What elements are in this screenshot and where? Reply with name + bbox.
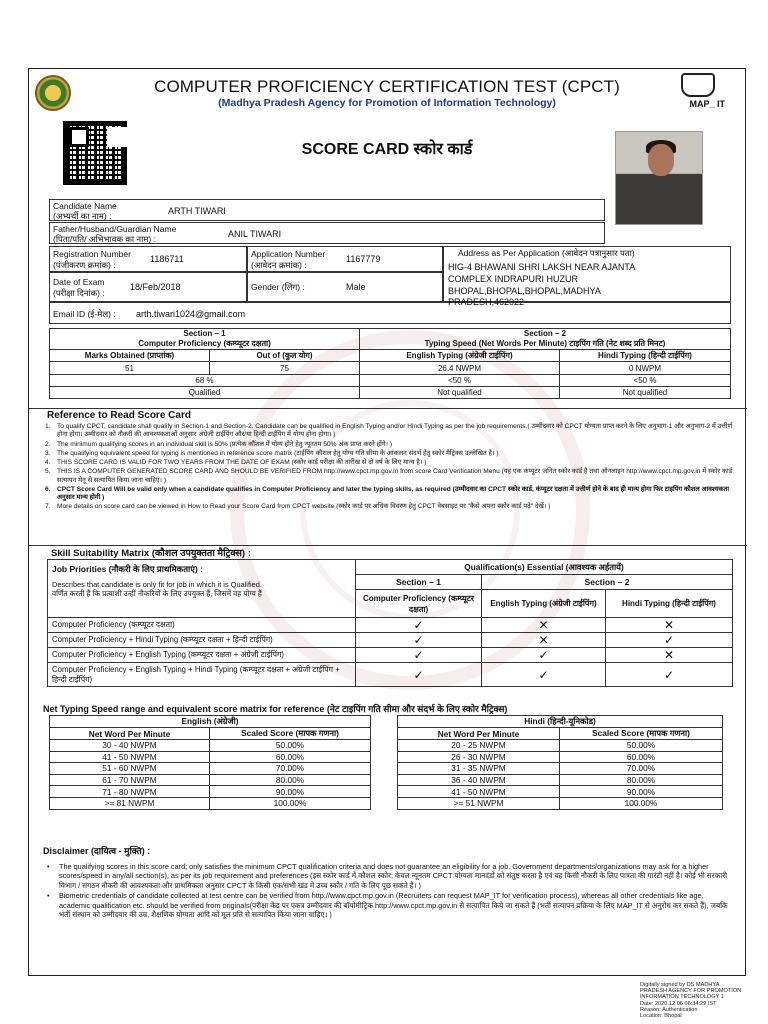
nwpm-range: 41 - 50 NWPM [50,751,210,763]
application-number: 1167779 [346,254,381,264]
scaled-score: 80.00% [210,774,371,786]
nwpm-range: 31 - 35 NWPM [398,763,560,775]
scaled-score: 100.00% [210,797,371,809]
candidate-name-label: Candidate Name [53,201,117,211]
hindi-typing-header: Hindi Typing (हिन्दी टाईपिंग) [560,350,731,362]
section2-subtitle: Typing Speed (Net Words Per Minute) टाइपिंग गति (नेट शब्द प्रति मिनट) [424,339,666,348]
scaled-score: 70.00% [210,763,371,775]
email: arth.tiwari1024@gmail.com [136,309,246,319]
gender-label: Gender (लिंग) : [251,282,305,292]
col-english-typing: English Typing (अंग्रेजी टाईपिंग) [482,590,606,618]
digital-signature [640,982,760,1019]
list-item: • The qualifying scores in this score card; only satisfies the minimum CPCT qualification criteria and does not guarantee an eligibility for a job. Government departments/organizations may ask for a higher scores/speed in any/all section(s), as per its job requirement and preferences (इस स्कोर कार्ड में कौशल स्कोर; केवल न्यूनतम CPCT योग्यता मानदंडों को संतुष्ट करता है एवं यह किसी नौकरी के लिए पात्रता की गारंटी नहीं है। कोई भी सरकारी विभाग / संगठन नौकरी की आवश्यकता और प्राथमिकता अनुसार CPCT के किसी एक/सभी खंड में उच्च स्कोर / गति के लिए पूछ सकते हैं। ) [47,862,728,890]
list-item: 7. More details on score card can be viewed in How to Read your Score Card from CPCT website (स्कोर कार्ड पर अधिक विवरण हेतु CPCT वेबसाइट पर "कैसे अपना स्कोर कार्ड पढ़े" देखें। ) [45,503,551,511]
col-computer-proficiency: Computer Proficiency (कम्प्यूटर दक्षता) [356,590,482,618]
reference-item-text: The qualifying equivalent speed for typing is mentioned in reference score matrix (टाईपिंग कौशल हेतु योग्य गति सीमा के आंकलन संदर्भ हेतु स्कोर मैट्रिक्स उल्लेखित है। ) [57,449,499,457]
reference-item-text: The minimum qualifying scores in an individual skill is 50% (प्रत्येक कौशल में योग्य होने हेतु न्यूनतम 50% अंक प्राप्त करने होंगे। ) [57,440,393,448]
scaled-score: 100.00% [560,797,723,809]
email-label: Email ID (ई-मेल) : [53,309,116,319]
english-nwpm: 26.4 NWPM [360,362,560,375]
exam-date-label-hi: (परीक्षा दिनांक) : [53,288,105,298]
col-hindi-typing: Hindi Typing (हिन्दी टाईपिंग) [606,590,733,618]
table-row [50,740,371,752]
nwpm-range: >= 81 NWPM [50,797,210,809]
cp-percent: 68 % [50,375,360,387]
english-table-title: English (अंग्रेजी) [50,716,371,728]
table-row [50,786,371,798]
hindi-table-title: Hindi (हिन्दी-यूनिकोड) [398,716,723,728]
section1-subtitle: Computer Proficiency (कम्प्यूटर दक्षता) [138,339,271,348]
cross-icon: ✕ [606,618,733,633]
nwpm-range: 26 - 30 NWPM [398,751,560,763]
job-priorities-label: Job Priorities (नौकरी के लिए प्राथमिकताएं) : [52,564,203,574]
registration-cell [49,246,247,272]
check-icon: ✓ [356,648,482,663]
check-icon: ✓ [482,663,606,687]
check-icon: ✓ [606,633,733,648]
candidate-name-row [49,199,605,221]
mapit-logo-label: MAP_ IT [689,99,725,109]
mapit-logo-icon [681,73,715,97]
check-icon: ✓ [482,648,606,663]
english-typing-header: English Typing (अंग्रेजी टाईपिंग) [360,350,560,362]
hindi-result: Not qualified [560,387,731,399]
table-row [398,797,723,809]
check-icon: ✓ [356,633,482,648]
list-item: 2. The minimum qualifying scores in an individual skill is 50% (प्रत्येक कौशल में योग्य होने हेतु न्यूनतम 50% अंक प्राप्त करने होंगे। ) [45,440,393,448]
cross-icon: ✕ [482,633,606,648]
signature-line: Reason: Authentication [640,1006,698,1013]
scaled-score: 60.00% [210,751,371,763]
candidate-name-label-hi: (अभ्यर्थी का नाम) : [53,211,112,221]
application-label-hi: (आवेदन क्रमांक) : [251,260,307,270]
check-icon: ✓ [606,663,733,687]
disclaimer-text: The qualifying scores in this score card; only satisfies the minimum CPCT qualification criteria and does not guarantee an eligibility for a job. Government departments/organizations may ask for a higher scores/speed in any/all section(s), as per its job requirement and preferences (इस स्कोर कार्ड में कौशल स्कोर; केवल न्यूनतम CPCT योग्यता मानदंडों को संतुष्ट करता है एवं यह किसी नौकरी के लिए पात्रता की गारंटी नहीं है। कोई भी सरकारी विभाग / संगठन नौकरी की आवश्यकता और प्राथमिकता अनुसार CPCT के किसी एक/सभी खंड में उच्च स्कोर / गति के लिए पूछ सकते हैं। ) [59,862,728,890]
exam-date-cell [49,272,247,302]
table-row [398,774,723,786]
nwpm-range: 20 - 25 NWPM [398,740,560,752]
skill-section2-header: Section – 2 [482,575,733,590]
disclaimer-text: Biometric credentials of candidate collected at test centre can be verified from http://www.cpct.mp.gov.in (Recruiters can request MAP_IT for verification process), whereas all other credentials like age, academic qualification etc. should be verified from originals(परीक्षा केंद्र पर एकत्र उम्मीदवार की बॉयोमीट्रिक http://www.cpct.mp.gov.in से सत्यापित किये जा सकते हैं (भर्ती सत्यापन प्रक्रिया के लिए MAP_IT से अनुरोध कर सकते हैं), जबकि भर्ती संस्थान को उम्मीदवार की उम्र, शैक्षणिक योग्यता आदि को मूल प्रति से सत्यापित किया जाना चाहिए। ) [59,891,728,920]
application-cell [247,246,443,272]
table-row [50,774,371,786]
col-nwpm: Net Word Per Minute [398,728,560,740]
scaled-score: 50.00% [560,740,723,752]
signature-line: Location: Bhopal [640,1013,682,1020]
disclaimer-heading: Disclaimer (दायित्व - मुक्ति) : [43,846,151,856]
out-of: 75 [210,362,360,375]
table-row [48,663,733,687]
cp-result: Qualified [50,387,360,399]
father-name-label: Father/Husband/Guardian Name [53,224,177,234]
nwpm-range: 36 - 40 NWPM [398,774,560,786]
table-row [398,763,723,775]
skill-section1-header: Section – 1 [356,575,482,590]
hindi-percent: <50 % [560,375,731,387]
table-row [50,751,371,763]
signature-line: PRADESH AGENCY FOR PROMOTION [640,988,742,995]
english-speed-table [49,715,371,810]
list-item: 1. To qualify CPCT, candidate shall qualify in Section-1 and Section-2. Candidate can be qualified in English Typing and/or Hindi Typing as per the job requirements.( उम्मीदवार को CPCT योग्यता प्राप्त करने के लिए अनुभाग-1 और अनुभाग-2 में उत्तीर्ण होना होगा। उम्मीदवार को नौकरी की आवश्यकताओं अनुसार अंग्रेजी टाईपिंग और/या हिन्दी टाईपिंग में योग्य होना होगा। ) [45,423,733,439]
nwpm-range: 71 - 80 NWPM [50,786,210,798]
table-row [398,751,723,763]
scaled-score: 90.00% [560,786,723,798]
cross-icon: ✕ [606,648,733,663]
score-card-title: SCORE CARD स्कोर कार्ड [301,141,473,158]
scaled-score: 60.00% [560,751,723,763]
scaled-score: 90.00% [210,786,371,798]
reference-item-text: More details on score card can be viewed in How to Read your Score Card from CPCT website (स्कोर कार्ड पर अधिक विवरण हेतु CPCT वेबसाइट पर "कैसे अपना स्कोर कार्ड पढ़े" देखें। ) [57,503,551,511]
father-name-row [49,222,605,244]
reference-heading: Reference to Read Score Card [47,410,191,421]
exam-date-label: Date of Exam [53,277,105,287]
marks-obtained-header: Marks Obtained (प्राप्तांक) [50,350,210,362]
english-result: Not qualified [360,387,560,399]
scaled-score: 80.00% [560,774,723,786]
registration-number: 1186711 [150,254,184,264]
reference-item-text: THIS SCORE CARD IS VALID FOR TWO YEARS FROM THE DATE OF EXAM (स्कोर कार्ड परीक्षा की तारीख से दो वर्ष के लिए मान्य है। ) [57,459,427,467]
check-icon: ✓ [356,663,482,687]
page-title: COMPUTER PROFICIENCY CERTIFICATION TEST (CPCT) [154,77,620,96]
email-row [49,297,731,324]
table-row [48,618,733,633]
reference-item-text: To qualify CPCT, candidate shall qualify in Section-1 and Section-2. Candidate can be qualified in English Typing and/or Hindi Typing as per the job requirements.( उम्मीदवार को CPCT योग्यता प्राप्त करने के लिए अनुभाग-1 और अनुभाग-2 में उत्तीर्ण होना होगा। उम्मीदवार को नौकरी की आवश्यकताओं अनुसार अंग्रेजी टाईपिंग और/या हिन्दी टाईपिंग में योग्य होना होगा। ) [57,423,733,439]
signature-line: Digitally signed by DS MADHYA [640,982,720,988]
signature-line: INFORMATION TECHNOLOGY 1 [640,994,724,1001]
scaled-score: 70.00% [560,763,723,775]
job-desc-en: Describes that candidate is only fit for job in which it is Qualified. [52,580,262,589]
father-name: ANIL TIWARI [228,229,282,239]
table-row [48,633,733,648]
reference-item-text: CPCT Score Card Will be valid only when a candidate qualifies in Computer Proficiency and later the typing skills, as required (उम्मीदवार का CPCT स्कोर कार्ड, कंप्यूटर दक्षता में उत्तीर्ण होने के बाद ही मान्य होगा फिर टाइपिंग कौशल आवश्यकता अनुसार मान्य होगी ) [57,485,730,502]
net-typing-heading: Net Typing Speed range and equivalent score matrix for reference (नेट टाइपिंग गति सीमा और संदर्भ के लिए स्कोर मैट्रिक्स) [43,704,508,714]
address-cell [443,246,731,302]
gender: Male [346,282,366,292]
section2-title: Section – 2 [523,329,567,338]
list-item: 5. THIS IS A COMPUTER GENERATED SCORE CARD AND SHOULD BE VERIFIED FROM http://www.cpct.mp.gov.in from score Card Verification Menu (यह एक कंप्यूटर जनित स्कोर कार्ड है तथा ऑनलाइन http://www.cpct.mp.gov.in में स्कोर कार्ड सत्यापन मेनू से सत्यापित किया जाना चाहिए। ) [45,468,733,484]
check-icon: ✓ [356,618,482,633]
registration-label-hi: (पंजीकरण क्रमांक) : [53,260,116,270]
nwpm-range: 30 - 40 NWPM [50,740,210,752]
candidate-photo [615,131,703,225]
skill-matrix-heading: Skill Suitability Matrix (कौशल उपयुक्तता मैट्रिक्स) : [51,548,251,559]
scaled-score: 50.00% [210,740,371,752]
table-row [48,648,733,663]
skill-matrix-table [47,559,733,687]
reference-list [43,423,735,513]
job-label: Computer Proficiency + English Typing + Hindi Typing (कम्प्यूटर दक्षता + अंग्रेजी टाईपिंग + हिन्दी टाईपिंग) [48,663,356,687]
application-label: Application Number [251,249,326,259]
section2-header [360,329,731,350]
job-desc-hi: वर्णित करती हैं कि प्रत्याशी उन्हीं नौकरियों के लिए उपयुक्त हैं, जिसमें वह योग्य हैं [52,589,262,598]
marks-obtained: 51 [50,362,210,375]
registration-label: Registration Number [53,249,131,259]
job-priorities-cell [48,560,356,618]
nwpm-range: 61 - 70 NWPM [50,774,210,786]
section1-title: Section – 1 [183,329,226,338]
score-table [49,328,731,399]
section1-header [50,329,360,350]
job-label: Computer Proficiency + Hindi Typing (कम्प्यूटर दक्षता + हिन्दी टाईपिंग) [48,633,356,648]
table-row [50,797,371,809]
nwpm-range: >= 51 NWPM [398,797,560,809]
candidate-name: ARTH TIWARI [168,206,226,216]
divider [29,408,747,409]
address-label: Address as Per Application (आवेदन पत्रानुसार पता) [458,248,635,258]
list-item: • Biometric credentials of candidate collected at test centre can be verified from http://www.cpct.mp.gov.in (Recruiters can request MAP_IT for verification process), whereas all other credentials like age, academic qualification etc. should be verified from originals(परीक्षा केंद्र पर एकत्र उम्मीदवार की बॉयोमीट्रिक http://www.cpct.mp.gov.in से सत्यापित किये जा सकते हैं (भर्ती सत्यापन प्रक्रिया के लिए MAP_IT से अनुरोध कर सकते हैं), जबकि भर्ती संस्थान को उम्मीदवार की उम्र, शैक्षणिक योग्यता आदि को मूल प्रति से सत्यापित किया जाना चाहिए। ) [47,891,728,920]
list-item: 3. The qualifying equivalent speed for typing is mentioned in reference score matrix (टाईपिंग कौशल हेतु योग्य गति सीमा के आंकलन संदर्भ हेतु स्कोर मैट्रिक्स उल्लेखित है। ) [45,449,499,457]
address [448,261,635,297]
job-label: Computer Proficiency (कम्प्यूटर दक्षता) [48,618,356,633]
reference-item-text: THIS IS A COMPUTER GENERATED SCORE CARD AND SHOULD BE VERIFIED FROM http://www.cpct.mp.gov.in from score Card Verification Menu (यह एक कंप्यूटर जनित स्कोर कार्ड है तथा ऑनलाइन http://www.cpct.mp.gov.in में स्कोर कार्ड सत्यापन मेनू से सत्यापित किया जाना चाहिए। ) [57,468,733,484]
address-line: PRADESH,462022 [448,297,525,307]
gender-cell [247,272,443,302]
english-percent: <50 % [360,375,560,387]
nwpm-range: 41 - 50 NWPM [398,786,560,798]
nwpm-range: 51 - 60 NWPM [50,763,210,775]
table-row [398,786,723,798]
signature-line: Date: 2020.12.06 06:34:29 IST [640,1000,717,1007]
table-row [398,740,723,752]
hindi-speed-table [397,715,723,810]
col-nwpm: Net Word Per Minute [50,728,210,740]
hindi-nwpm: 0 NWPM [560,362,731,375]
score-card-page [28,68,746,976]
out-of-header: Out of (कुल योग) [210,350,360,362]
address-line: COMPLEX INDRAPURI HUZUR [448,274,579,284]
page-subtitle: (Madhya Pradesh Agency for Promotion of Information Technology) [218,97,556,109]
job-label: Computer Proficiency + English Typing (कम्प्यूटर दक्षता + अंग्रेजी टाईपिंग) [48,648,356,663]
qualification-essential-header: Qualification(s) Essential (आवश्यक अर्हतायें) [356,560,733,575]
cross-icon: ✕ [482,618,606,633]
table-row [50,763,371,775]
exam-date: 18/Feb/2018 [130,282,181,292]
list-item: 6. CPCT Score Card Will be valid only when a candidate qualifies in Computer Proficiency and later the typing skills, as required (उम्मीदवार का CPCT स्कोर कार्ड, कंप्यूटर दक्षता में उत्तीर्ण होने के बाद ही मान्य होगा फिर टाइपिंग कौशल आवश्यकता अनुसार मान्य होगी ) [45,485,730,502]
address-line: HIG-4 BHAWANI SHRI LAKSH NEAR AJANTA [448,262,636,272]
col-scaled-score: Scaled Score (मापक गणना) [210,728,371,740]
address-line: BHOPAL,BHOPAL,BHOPAL,MADHYA [448,286,601,296]
disclaimer-list [43,862,735,920]
father-name-label-hi: (पिता/पति/ अभिभावक का नाम) : [53,234,156,244]
col-scaled-score: Scaled Score (मापक गणना) [560,728,723,740]
list-item: 4. THIS SCORE CARD IS VALID FOR TWO YEARS FROM THE DATE OF EXAM (स्कोर कार्ड परीक्षा की तारीख से दो वर्ष के लिए मान्य है। ) [45,459,427,467]
